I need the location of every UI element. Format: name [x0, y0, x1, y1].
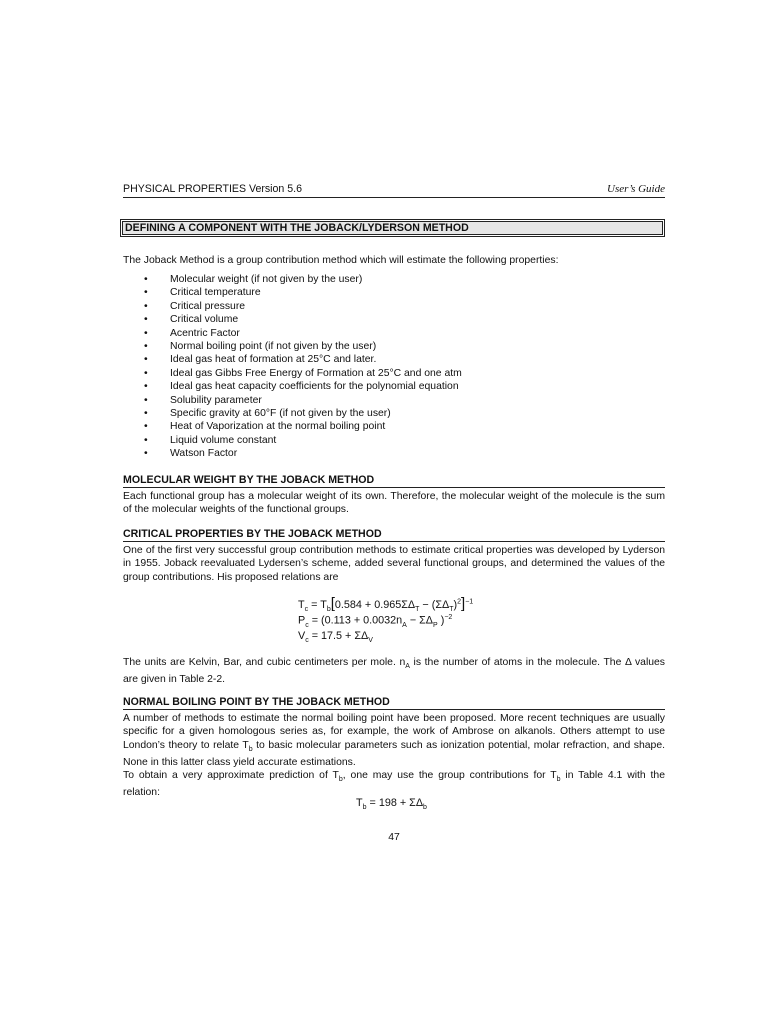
bullet-icon: •: [144, 287, 148, 299]
property-list-item: [123, 353, 462, 366]
bullet-icon: •: [144, 340, 148, 352]
boiling-point-paragraph-2: To obtain a very approximate prediction of $T_b$, one may use the group contributions for $T_b$ in Table 4.1 with the relation:: [123, 770, 665, 799]
property-label: Specific gravity at 60°F (if not given by the user): [170, 407, 391, 419]
section-heading-critical-properties: CRITICAL PROPERTIES BY THE JOBACK METHOD: [123, 528, 665, 542]
intro-paragraph: The Joback Method is a group contribution method which will estimate the following properties:: [123, 255, 559, 266]
section-heading-normal-boiling-point: NORMAL BOILING POINT BY THE JOBACK METHOD: [123, 696, 665, 710]
property-label: Liquid volume constant: [170, 434, 277, 446]
bullet-icon: •: [144, 448, 148, 460]
equation-critical-volume: $V_c = 17.5 + \Sigma\Delta_V$: [298, 630, 373, 645]
section-heading-molecular-weight: MOLECULAR WEIGHT BY THE JOBACK METHOD: [123, 474, 665, 488]
property-label: Critical temperature: [170, 287, 261, 299]
header-guide-label: User’s Guide: [607, 183, 665, 195]
property-list-item: [123, 420, 462, 433]
bullet-icon: •: [144, 314, 148, 326]
property-label: Ideal gas Gibbs Free Energy of Formation at 25°C and one atm: [170, 367, 462, 379]
property-label: Normal boiling point (if not given by the user): [170, 340, 377, 352]
property-list-item: [123, 313, 462, 326]
molecular-weight-paragraph: Each functional group has a molecular weight of its own. Therefore, the molecular weight of the molecule is the sum of the molecular weights of the functional groups.: [123, 491, 665, 516]
units-paragraph: The units are Kelvin, Bar, and cubic centimeters per mole. $n_A$ is the number of atoms in the molecule. The Δ values are given in Table 2-2.: [123, 657, 665, 686]
bullet-icon: •: [144, 381, 148, 393]
banner-title: DEFINING A COMPONENT WITH THE JOBACK/LYDERSON METHOD: [122, 221, 663, 235]
property-list-item: [123, 327, 462, 340]
property-label: Watson Factor: [170, 448, 238, 460]
property-list-item: [123, 300, 462, 313]
property-list-item: [123, 367, 462, 380]
bullet-icon: •: [144, 421, 148, 433]
properties-list: [123, 273, 462, 460]
critical-properties-paragraph: One of the first very successful group contribution methods to estimate critical properties was developed by Lyderson in 1955. Joback reevaluated Lydersen’s scheme, added several functional groups, and determined the values of the group contributions. His proposed relations are: [123, 545, 665, 583]
running-header: [123, 183, 665, 198]
property-list-item: [123, 286, 462, 299]
property-label: Molecular weight (if not given by the user): [170, 274, 363, 285]
section-banner: [120, 219, 665, 237]
header-title: PHYSICAL PROPERTIES Version 5.6: [123, 183, 302, 195]
page-number: 47: [388, 832, 400, 843]
property-label: Critical pressure: [170, 300, 246, 312]
property-label: Heat of Vaporization at the normal boiling point: [170, 421, 386, 433]
equation-critical-temperature: $T_c = T_b[0.584 + 0.965\Sigma\Delta_T - (\Sigma\Delta_T)^2]^{-1}$: [298, 595, 474, 614]
bullet-icon: •: [144, 394, 148, 406]
bullet-icon: •: [144, 274, 148, 285]
property-list-item: [123, 340, 462, 353]
equation-critical-pressure: $P_c = (0.113 + 0.0032n_A - \Sigma\Delta_P$ )$^{-2}$: [298, 614, 453, 629]
property-list-item: [123, 380, 462, 393]
property-list-item: [123, 447, 462, 460]
property-label: Acentric Factor: [170, 327, 240, 339]
property-list-item: [123, 394, 462, 407]
bullet-icon: •: [144, 407, 148, 419]
boiling-point-paragraph-1: A number of methods to estimate the normal boiling point have been proposed. More recent techniques are usually specific for a given homologous series as, for example, the work of Ambrose on alkanols. Others attempt to use London’s theory to relate $T_b$ to basic molecular parameters such as ionization potential, molar refraction, and shape. None in this latter class yield accurate estimations.: [123, 713, 665, 769]
property-list-item: [123, 273, 462, 286]
property-list-item: [123, 407, 462, 420]
property-label: Solubility parameter: [170, 394, 262, 406]
bullet-icon: •: [144, 367, 148, 379]
property-label: Ideal gas heat of formation at 25°C and later.: [170, 354, 377, 366]
equation-boiling-point: $T_b = 198 + \Sigma\Delta_b$: [356, 797, 427, 812]
property-list-item: [123, 434, 462, 447]
property-label: Critical volume: [170, 314, 239, 326]
bullet-icon: •: [144, 300, 148, 312]
bullet-icon: •: [144, 327, 148, 339]
bullet-icon: •: [144, 354, 148, 366]
bullet-icon: •: [144, 434, 148, 446]
property-label: Ideal gas heat capacity coefficients for the polynomial equation: [170, 381, 459, 393]
